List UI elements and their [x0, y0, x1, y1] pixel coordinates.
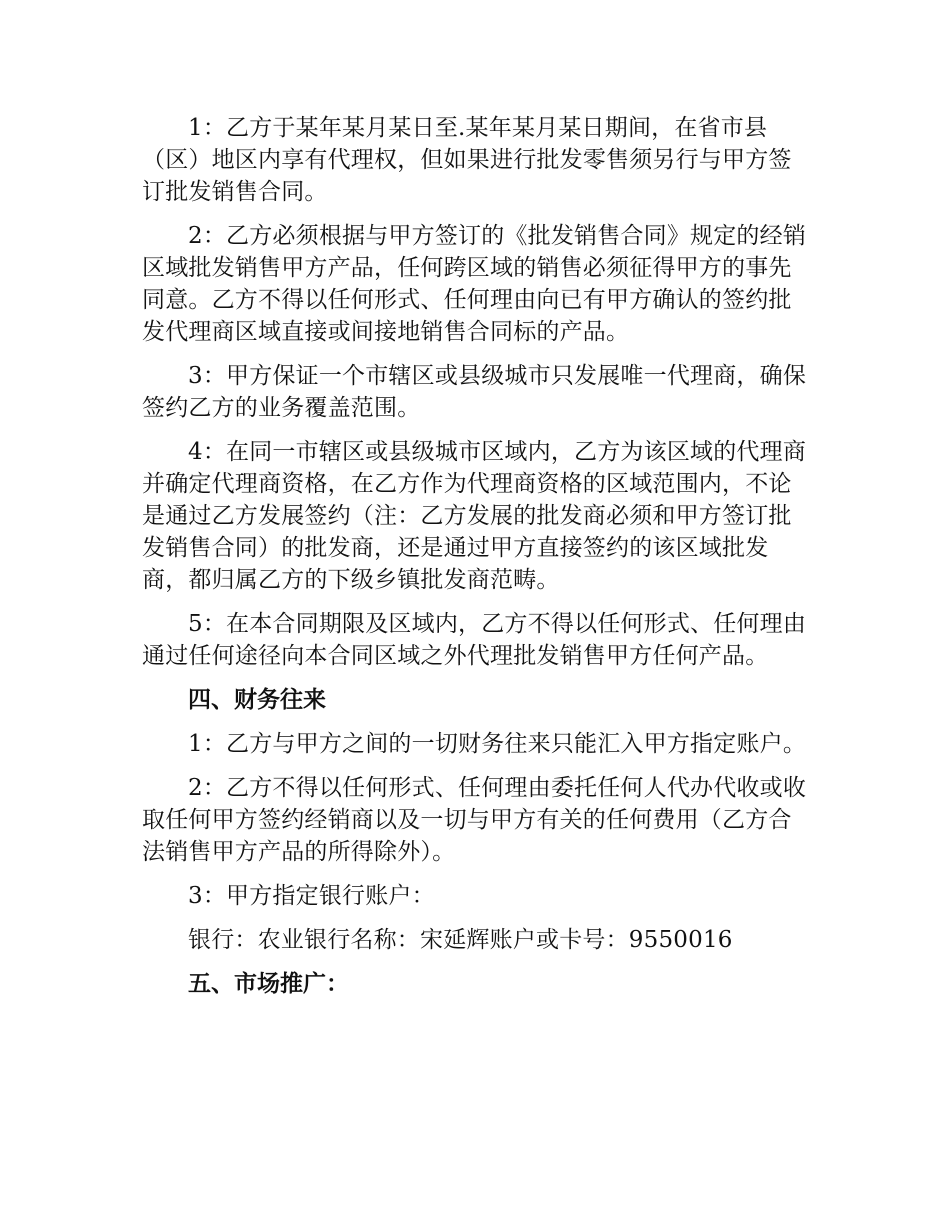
- document-body: [142, 112, 814, 1012]
- clause-paragraph-1: 1：乙方于某年某月某日至.某年某月某日期间，在省市县（区）地区内享有代理权，但如果进行批发零售须另行与甲方签订批发销售合同。: [142, 115, 792, 205]
- section-heading-finance: 四、财务往来: [188, 687, 326, 713]
- clause-paragraph-5: 5：在本合同期限及区域内，乙方不得以任何形式、任何理由通过任何途径向本合同区域之外代理批发销售甲方任何产品。: [142, 611, 807, 669]
- finance-paragraph-3: 3：甲方指定银行账户：: [188, 883, 435, 909]
- clause-paragraph-4: 4：在同一市辖区或县级城市区域内，乙方为该区域的代理商并确定代理商资格，在乙方作为代理商资格的区域范围内，不论是通过乙方发展签约（注：乙方发展的批发商必须和甲方签订批发销售合同）的批发商，还是通过甲方直接签约的该区域批发商，都归属乙方的下级乡镇批发商范畴。: [142, 439, 807, 593]
- bank-account-line: 银行：农业银行名称：宋延辉账户或卡号：9550016: [188, 927, 733, 953]
- finance-paragraph-1: 1：乙方与甲方之间的一切财务往来只能汇入甲方指定账户。: [188, 731, 807, 757]
- clause-paragraph-2: 2：乙方必须根据与甲方签订的《批发销售合同》规定的经销区域批发销售甲方产品，任何跨区域的销售必须征得甲方的事先同意。乙方不得以任何形式、任何理由向已有甲方确认的签约批发代理商区域直接或间接地销售合同标的产品。: [142, 223, 807, 345]
- section-heading-marketing: 五、市场推广：: [188, 971, 349, 997]
- finance-paragraph-2: 2：乙方不得以任何形式、任何理由委托任何人代办代收或收取任何甲方签约经销商以及一切与甲方有关的任何费用（乙方合法销售甲方产品的所得除外）。: [142, 775, 807, 865]
- clause-paragraph-3: 3：甲方保证一个市辖区或县级城市只发展唯一代理商，确保签约乙方的业务覆盖范围。: [142, 363, 807, 421]
